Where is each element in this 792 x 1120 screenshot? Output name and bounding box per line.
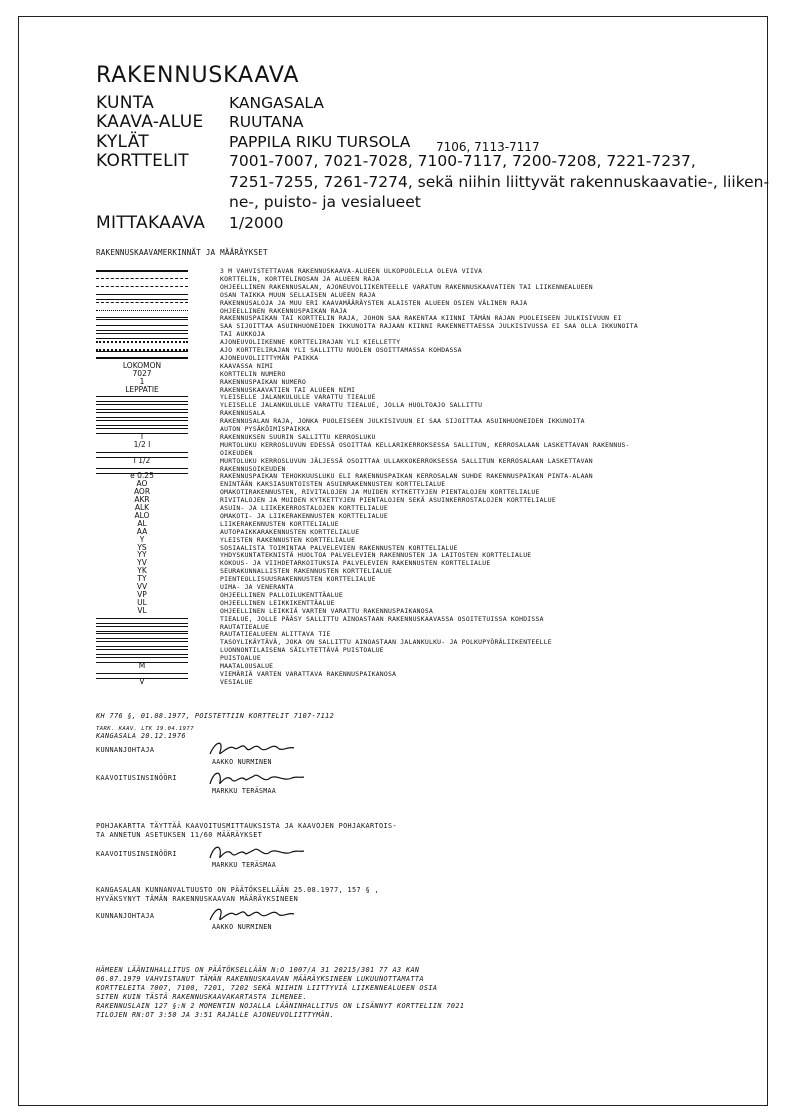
- name-nurminen-2: AAKKO NURMINEN: [212, 923, 272, 931]
- legend-text: UIMA- JA VENERANTA: [220, 583, 294, 591]
- legend-item: [0, 322, 750, 330]
- legend-code: AKR: [134, 495, 150, 505]
- korttelit-label: KORTTELIT: [96, 151, 189, 171]
- korttelit-value-line3: ne-, puisto- ja vesialueet: [229, 193, 421, 211]
- mittakaava-value: 1/2000: [229, 214, 284, 232]
- legend-item: [0, 607, 750, 615]
- legend-item: [0, 401, 750, 409]
- legend-text: SOSIAALISTA TOIMINTAA PALVELEVIEN RAKENNUSTEN KORTTELIALUE: [220, 543, 458, 552]
- legend-text: MAATALOUSALUE: [220, 662, 274, 670]
- legend-text: RAKENNUSALA: [220, 409, 266, 418]
- legend-item: [0, 275, 750, 283]
- legend-item: [0, 425, 750, 433]
- legend-text: SEURAKUNNALLISTEN RAKENNUSTEN KORTTELIALUE: [220, 567, 393, 576]
- legend-item: [0, 520, 750, 528]
- legend-item: [0, 662, 750, 670]
- legend-text: OMAKOTI- JA LIIKERAKENNUSTEN KORTTELIALUE: [220, 511, 388, 520]
- legend-item: [0, 512, 750, 520]
- legend-code: TY: [137, 574, 147, 584]
- legend-code: 1/2 I: [133, 439, 151, 449]
- laaninhallitus-line4: SITEN KUIN TÄSTÄ RAKENNUSKAAVAKARTASTA ILMENEE.: [96, 993, 308, 1001]
- legend-text: MURTOLUKU KERROSLUVUN JÄLJESSÄ OSOITTAA ULLAKKOKERROKSESSA SALLITUN KERROSALAAN LASKETTAVAN: [220, 456, 593, 465]
- legend-code: ALO: [134, 510, 150, 520]
- legend-item: [0, 354, 750, 362]
- legend-item: [0, 291, 750, 299]
- legend-text: VIEMÄRIÄ VARTEN VARATTAVA RAKENNUSPAIKANOSA: [220, 669, 397, 678]
- legend-item: [0, 488, 750, 496]
- legend-text: KOKOUS- JA VIIHDETARKOITUKSIA PALVELEVIEN RAKENNUSTEN KORTTELIALUE: [220, 559, 491, 568]
- laaninhallitus-line2: 06.07.1979 VAHVISTANUT TÄMÄN RAKENNUSKAAVAN MÄÄRÄYKSINEEN LUKUUNOTTAMATTA: [96, 975, 424, 983]
- legend-text: RAKENNUSKAAVATIEN TAI ALUEEN NIMI: [220, 385, 356, 394]
- legend-text: RAKENNUSPAIKAN NUMERO: [220, 377, 307, 386]
- document-title: RAKENNUSKAAVA: [96, 63, 300, 88]
- legend-text: AUTON PYSÄKÖIMISPAIKKA: [220, 425, 311, 433]
- korttelit-value-line2: 7251-7255, 7261-7274, sekä niihin liittyvät rakennuskaavatie-, liiken-: [229, 173, 770, 191]
- legend-text: RAKENNUSOIKEUDEN: [220, 464, 286, 473]
- legend-item: [0, 623, 750, 631]
- legend-item: [0, 409, 750, 417]
- legend-code: V: [139, 676, 145, 686]
- legend-item: [0, 567, 750, 575]
- legend-text: ENINTÄÄN KAKSIASUNTOISTEN ASUINRAKENNUSTEN KORTTELIALUE: [220, 480, 446, 489]
- name-terasmaa-1: MARKKU TERÄSMAA: [212, 787, 277, 795]
- legend-item: [0, 370, 750, 378]
- laaninhallitus-line3: KORTTELEITA 7007, 7100, 7201, 7202 SEKÄ NIIHIN LIITTYVIÄ LIIKENNEALUEEN OSIA: [96, 984, 438, 992]
- legend-item: [0, 417, 750, 425]
- legend-item: [0, 378, 750, 386]
- legend-code: LEPPATIE: [125, 384, 159, 394]
- legend-item: [0, 457, 750, 465]
- legend-item: [0, 575, 750, 583]
- legend-code: AL: [137, 518, 147, 528]
- legend-item: [0, 583, 750, 591]
- legend-text: YLEISELLE JALANKULULLE VARATTU TIEALUE: [220, 393, 376, 402]
- legend-text: AJO KORTTELIRAJAN YLI SALLITTU NUOLEN OSOITTAMASSA KOHDASSA: [220, 346, 462, 354]
- legend-item: [0, 433, 750, 441]
- legend-code: VV: [136, 582, 148, 591]
- legend-text: OHJEELLINEN LEIKKIÄ VARTEN VARATTU RAKENNUSPAIKANOSA: [220, 606, 434, 615]
- note-kh: KH 776 §, 01.08.1977, POISTETTIIN KORTTELIT 7107-7112: [96, 712, 335, 720]
- legend-item: [0, 496, 750, 504]
- legend-code: UL: [137, 597, 147, 607]
- legend-item: [0, 591, 750, 599]
- legend-code: YK: [137, 566, 147, 576]
- legend-text: TIEALUE, JOLLE PÄÄSY SALLITTU AINOASTAAN RAKENNUSKAAVASSA OSOITETUISSA KOHDISSA: [220, 614, 544, 623]
- legend-text: 3 M VAHVISTETTAVAN RAKENNUSKAAVA-ALUEEN ULKOPUOLELLA OLEVA VIIVA: [220, 267, 483, 275]
- legend-text: VESIALUE: [220, 677, 253, 686]
- kunnanvaltuusto-line1: KANGASALAN KUNNANVALTUUSTO ON PÄÄTÖKSELLÄÄN 25.08.1977, 157 § ,: [96, 886, 380, 894]
- legend-text: LIIKERAKENNUSTEN KORTTELIALUE: [220, 519, 339, 528]
- legend-text: TAI AUKKOJA: [220, 330, 266, 339]
- kunta-label: KUNTA: [96, 93, 155, 113]
- legend-item: [0, 615, 750, 623]
- legend-text: OMAKOTIRAKENNUSTEN, RIVITALOJEN JA MUIDEN KYTKETTYJEN PIENTALOJEN KORTTELIALUE: [220, 488, 540, 497]
- legend-item: [0, 536, 750, 544]
- legend-text: YHDYSKUNTATEKNISTÄ HUOLTOA PALVELEVIEN RAKENNUSTEN JA LAITOSTEN KORTTELIALUE: [220, 551, 532, 560]
- kylat-label: KYLÄT: [96, 132, 149, 152]
- legend-text: YLEISELLE JALANKULULLE VARATTU TIEALUE, JOLLA HUOLTOAJO SALLITTU: [220, 401, 483, 410]
- legend-item: [0, 283, 750, 291]
- legend-item: [0, 386, 750, 394]
- legend-item: [0, 267, 750, 275]
- legend-text: OHJEELLINEN PALLOILUKENTTÄALUE: [220, 590, 343, 599]
- legend-code: YS: [137, 542, 147, 552]
- legend-text: KAAVASSA NIMI: [220, 361, 274, 370]
- note-tark: TARK. KAAV. LTK 19.04.1977: [96, 726, 194, 732]
- legend-item: [0, 528, 750, 536]
- legend-code: 7027: [132, 368, 152, 378]
- role-kunnanjohtaja-2: KUNNANJOHTAJA: [96, 912, 155, 920]
- legend-code: YY: [137, 550, 147, 560]
- legend-text: OIKEUDEN: [220, 448, 253, 457]
- legend-item: [0, 670, 750, 678]
- pohjakartta-line2: TA ANNETUN ASETUKSEN 11/60 MÄÄRÄYKSET: [96, 831, 263, 839]
- kunta-value: KANGASALA: [229, 94, 325, 112]
- mittakaava-label: MITTAKAAVA: [96, 213, 206, 233]
- legend-text: OHJEELLINEN RAKENNUSPAIKAN RAJA: [220, 306, 348, 315]
- legend-text: KORTTELIN NUMERO: [220, 369, 286, 378]
- legend-text: OHJEELLINEN RAKENNUSALAN, AJONEUVOLIIKENTEELLE VARATUN RAKENNUSKAAVATIEN TAI LIIKENNEALUEEN: [220, 282, 593, 291]
- role-kaavoitusinsinoori-2: KAAVOITUSINSINÖÖRI: [96, 850, 177, 858]
- legend-text: RIVITALOJEN JA MUIDEN KYTKETTYJEN PIENTALOJEN SEKÄ ASUINKERROSTALOJEN KORTTELIALUE: [220, 496, 556, 505]
- role-kunnanjohtaja-1: KUNNANJOHTAJA: [96, 746, 155, 754]
- legend-text: TASOYLIKÄYTÄVÄ, JOKA ON SALLITTU AINOASTAAN JALANKULKU- JA POLKUPYÖRÄLIIKENTEELLE: [220, 638, 552, 647]
- legend-item: [0, 441, 750, 449]
- legend-text: SAA SIJOITTAA ASUINHUONEIDEN IKKUNOITA RAJAAN KIINNI RAKENNETTAESSA JULKISIVUSSA EI SAA OLLA IKKUNOITA: [220, 322, 638, 331]
- korttelit-value-line1: 7001-7007, 7021-7028, 7100-7117, 7200-7208, 7221-7237,: [229, 152, 696, 170]
- legend-text: AUTOPAIKKARAKENNUSTEN KORTTELIALUE: [220, 527, 360, 536]
- legend-text: MURTOLUKU KERROSLUVUN EDESSÄ OSOITTAA KELLARIKERROKSESSA SALLITUN, KERROSALAAN LASKETTAVAN RAKENNUS-: [220, 440, 630, 449]
- legend-item: [0, 504, 750, 512]
- legend-item: [0, 330, 750, 338]
- kaava-alue-value: RUUTANA: [229, 113, 304, 131]
- legend-text: YLEISTEN RAKENNUSTEN KORTTELIALUE: [220, 535, 356, 544]
- legend-heading: RAKENNUSKAAVAMERKINNÄT JA MÄÄRÄYKSET: [96, 248, 268, 257]
- legend-code: AO: [136, 479, 148, 489]
- legend-text: LUONNONTILAISENA SÄILYTETTÄVÄ PUISTOALUE: [220, 646, 384, 655]
- legend-code: M: [138, 661, 146, 670]
- legend-item: [0, 646, 750, 654]
- laaninhallitus-line5: RAKENNUSLAIN 127 §:N 2 MOMENTIN NOJALLA LÄÄNINHALLITUS ON LISÄNNYT KORTTELIIN 7021: [96, 1002, 465, 1010]
- signature-nurminen-1: [206, 736, 296, 760]
- kunnanvaltuusto-line2: HYVÄKSYNYT TÄMÄN RAKENNUSKAAVAN MÄÄRÄYKSINEEN: [96, 895, 299, 903]
- legend-text: ASUIN- JA LIIKEKERROSTALOJEN KORTTELIALUE: [220, 504, 388, 512]
- legend-item: [0, 338, 750, 346]
- legend-code: I: [140, 431, 144, 441]
- legend-text: RAUTATIEALUE: [220, 622, 270, 631]
- legend-item: [0, 480, 750, 488]
- legend-code: Y: [139, 534, 145, 544]
- legend-text: AJONEUVOLIITTYMÄN PAIKKA: [220, 353, 319, 362]
- legend-code: AA: [136, 526, 148, 536]
- legend-text: AJONEUVOLIIKENNE KORTTELIRAJAN YLI KIELLETTY: [220, 338, 401, 347]
- legend-text: OSAN TAIKKA MUUN SELLAISEN ALUEEN RAJA: [220, 290, 376, 299]
- legend-text: RAKENNUKSEN SUURIN SALLITTU KERROSLUKU: [220, 432, 376, 441]
- legend-item: [0, 299, 750, 307]
- legend-item: [0, 559, 750, 567]
- legend-item: [0, 393, 750, 401]
- legend-text: RAKENNUSPAIKAN TAI KORTTELIN RAJA, JOHON SAA RAKENTAA KIINNI TÄMÄN RAJAN PUOLEISEEN JULKISIVUUN EI: [220, 314, 622, 323]
- legend-item: [0, 654, 750, 662]
- note-kangasala-date: KANGASALA 20.12.1976: [96, 732, 186, 740]
- laaninhallitus-line1: HÄMEEN LÄÄNINHALLITUS ON PÄÄTÖKSELLÄÄN N:O 1007/A 31 20215/301 77 A3 KAN: [96, 966, 420, 974]
- legend-item: [0, 314, 750, 322]
- legend-code: AOR: [133, 487, 151, 497]
- legend-item: [0, 599, 750, 607]
- pohjakartta-line1: POHJAKARTTA TÄYTTÄÄ KAAVOITUSMITTAUKSISTA JA KAAVOJEN POHJAKARTOIS-: [96, 822, 397, 830]
- legend-text: RAKENNUSPAIKAN TEHOKKUUSLUKU ELI RAKENNUSPAIKAN KERROSALAN SUHDE RAKENNUSPAIKAN PINTA-ALAAN: [220, 472, 593, 481]
- legend-code: VL: [137, 605, 147, 615]
- kylat-value: PAPPILA RIKU TURSOLA: [229, 133, 411, 151]
- name-nurminen-1: AAKKO NURMINEN: [212, 758, 272, 766]
- kylat-addition: 7106, 7113-7117: [436, 140, 540, 154]
- role-kaavoitusinsinoori-1: KAAVOITUSINSINÖÖRI: [96, 774, 177, 782]
- legend-code: 1: [139, 376, 145, 386]
- laaninhallitus-line6: TILOJEN RN:OT 3:50 JA 3:51 RAJALLE AJONEUVOLIITTYMÄN.: [96, 1011, 335, 1019]
- legend-code: LOKOMON: [122, 360, 162, 370]
- legend-item: [0, 678, 750, 686]
- legend-item: [0, 465, 750, 473]
- legend-text: PIENTEOLLISUUSRAKENNUSTEN KORTTELIALUE: [220, 575, 376, 584]
- legend-text: PUISTOALUE: [220, 654, 261, 663]
- legend-item: [0, 346, 750, 354]
- legend-code: ALK: [134, 503, 150, 512]
- legend-code: YV: [137, 558, 147, 568]
- legend-code: I 1/2: [133, 455, 151, 465]
- legend-text: RAUTATIEALUEEN ALITTAVA TIE: [220, 630, 331, 639]
- legend-item: [0, 362, 750, 370]
- kaava-alue-label: KAAVA-ALUE: [96, 112, 204, 132]
- name-terasmaa-2: MARKKU TERÄSMAA: [212, 861, 277, 869]
- legend-item: [0, 551, 750, 559]
- legend-text: RAKENNUSALOJA JA MUU ERI KAAVAMÄÄRÄYSTEN ALAISTEN ALUEEN OSIEN VÄLINEN RAJA: [220, 298, 528, 307]
- legend-text: RAKENNUSALAN RAJA, JONKA PUOLEISEEN JULKISIVUUN EI SAA SIJOITTAA ASUINHUONEIDEN IKKUNOITA: [220, 417, 585, 426]
- legend-item: [0, 449, 750, 457]
- legend-text: KORTTELIN, KORTTELINOSAN JA ALUEEN RAJA: [220, 274, 380, 283]
- legend-code: e 0.25: [130, 471, 154, 481]
- legend-code: VP: [137, 589, 147, 599]
- legend-text: OHJEELLINEN LEIKKIKENTTÄALUE: [220, 598, 335, 607]
